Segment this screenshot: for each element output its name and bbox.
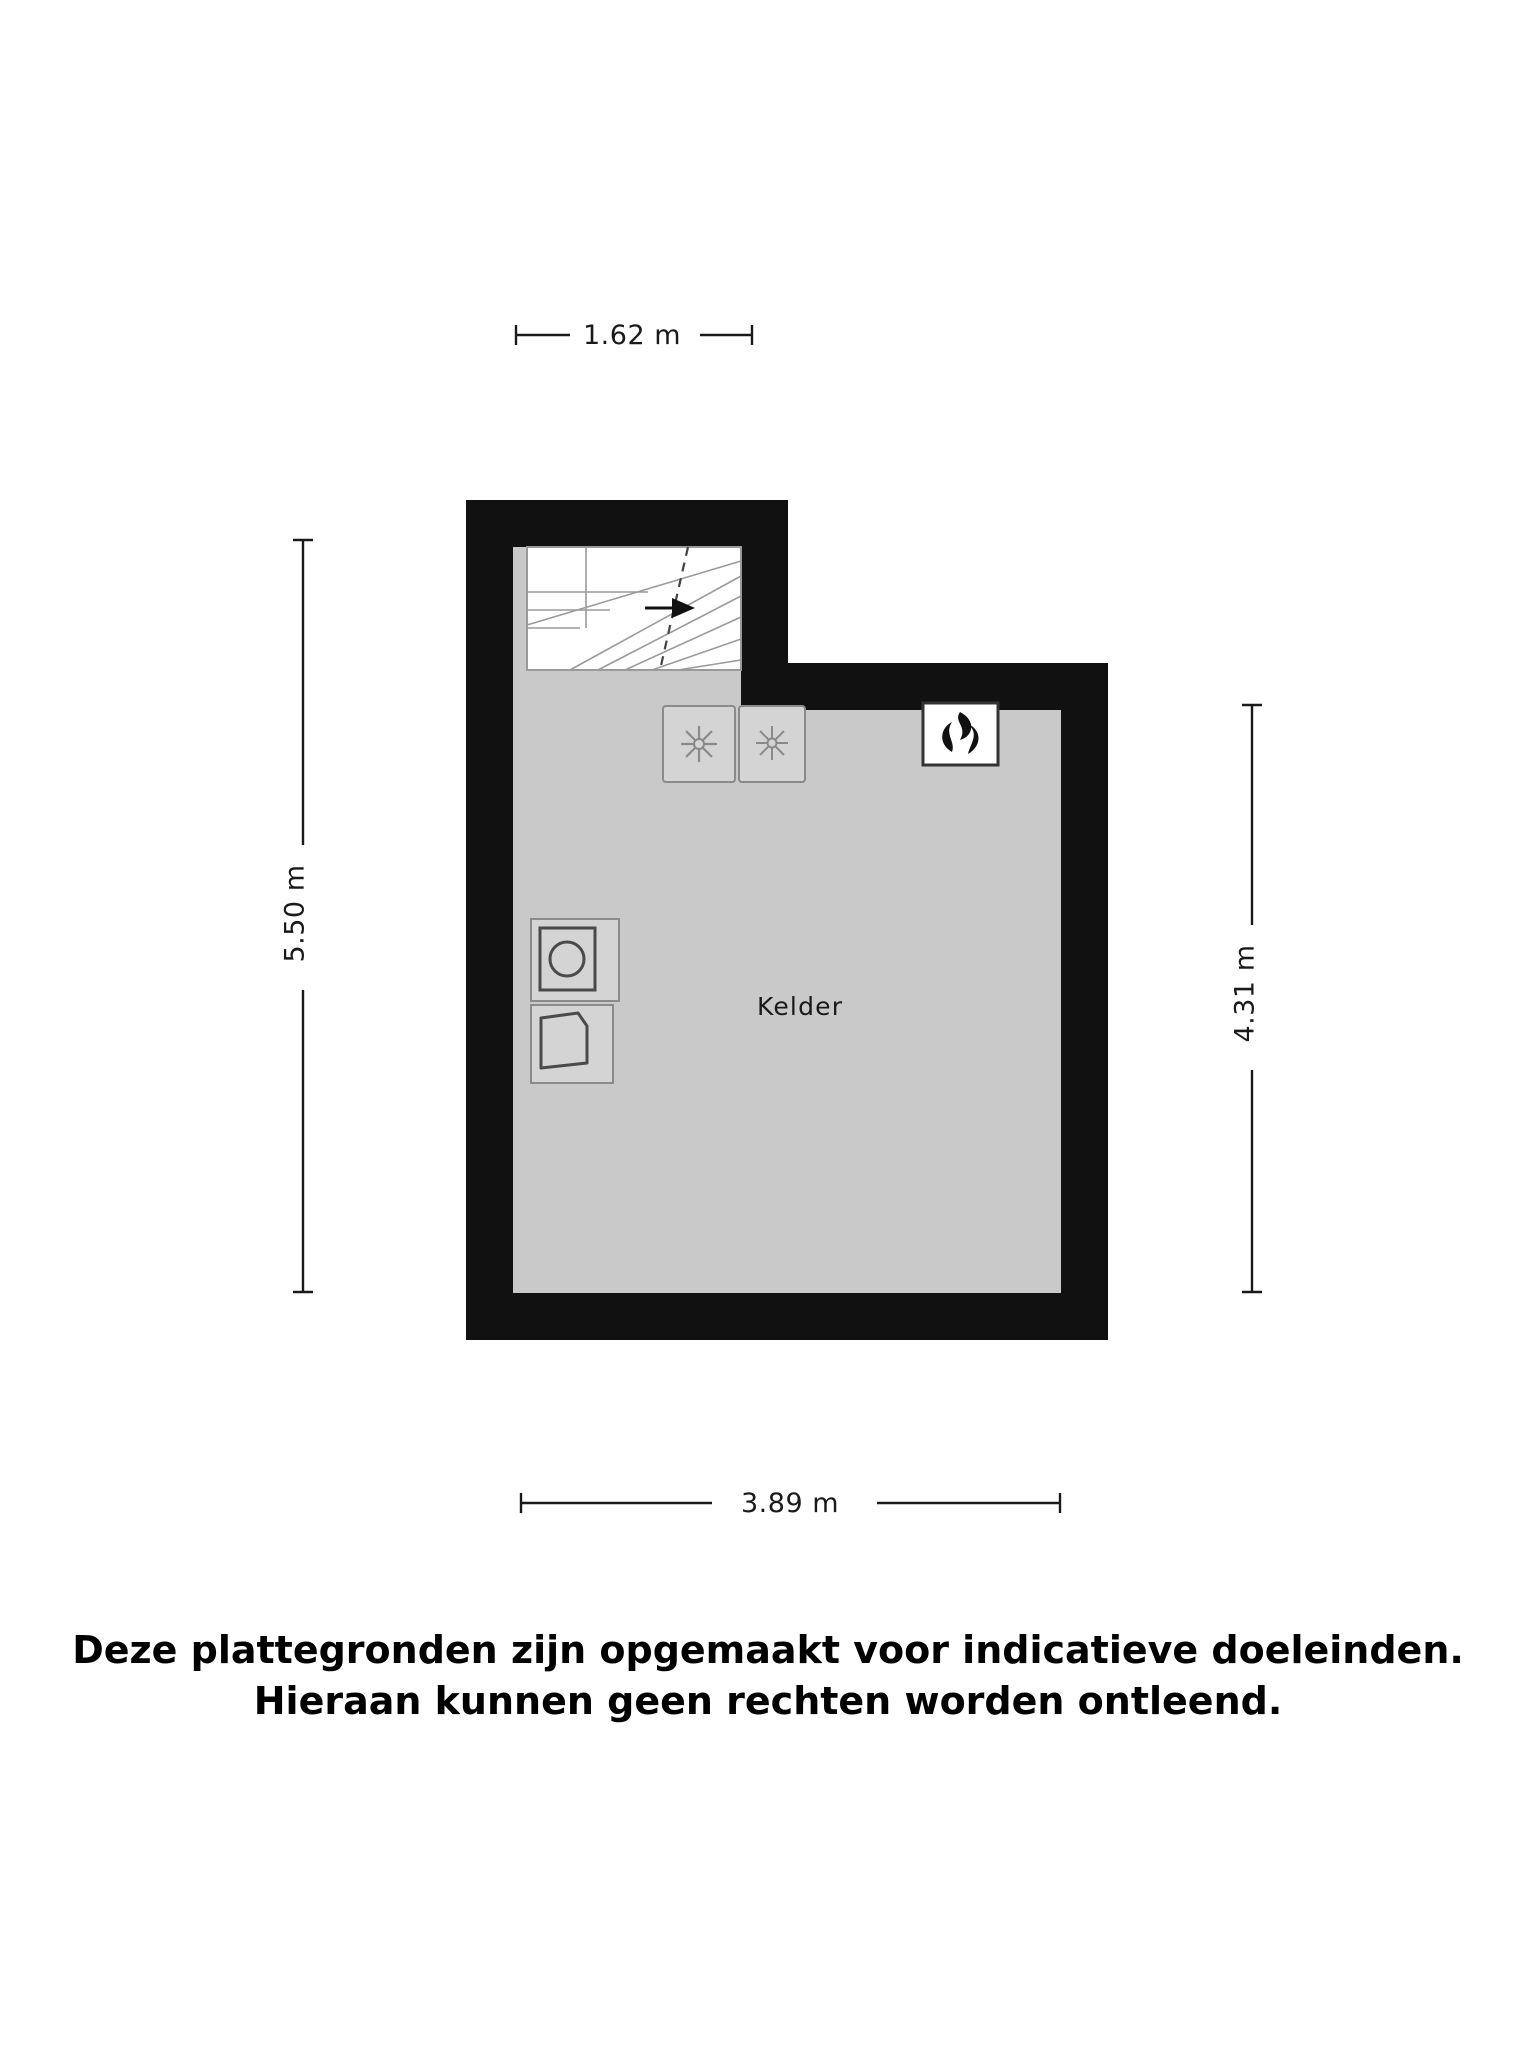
disclaimer [0, 1625, 1536, 1726]
room-label-kelder: Kelder [757, 992, 844, 1021]
sink [531, 1005, 613, 1083]
staircase [527, 547, 741, 670]
dimension-right-label: 4.31 m [1229, 944, 1261, 1043]
dimension-top-label: 1.62 m [583, 320, 682, 351]
disclaimer-line-2: Hieraan kunnen geen rechten worden ontleend. [253, 1678, 1283, 1723]
disclaimer-line-1: Deze plattegronden zijn opgemaakt voor indicatieve doeleinden. [72, 1628, 1464, 1672]
dimension-left-label: 5.50 m [279, 864, 311, 963]
washing-machine [531, 919, 619, 1001]
ceiling-vent-left [663, 706, 735, 782]
ceiling-vent-right [739, 706, 805, 782]
dimension-bottom-label: 3.89 m [741, 1488, 840, 1519]
boiler-unit [923, 703, 998, 765]
